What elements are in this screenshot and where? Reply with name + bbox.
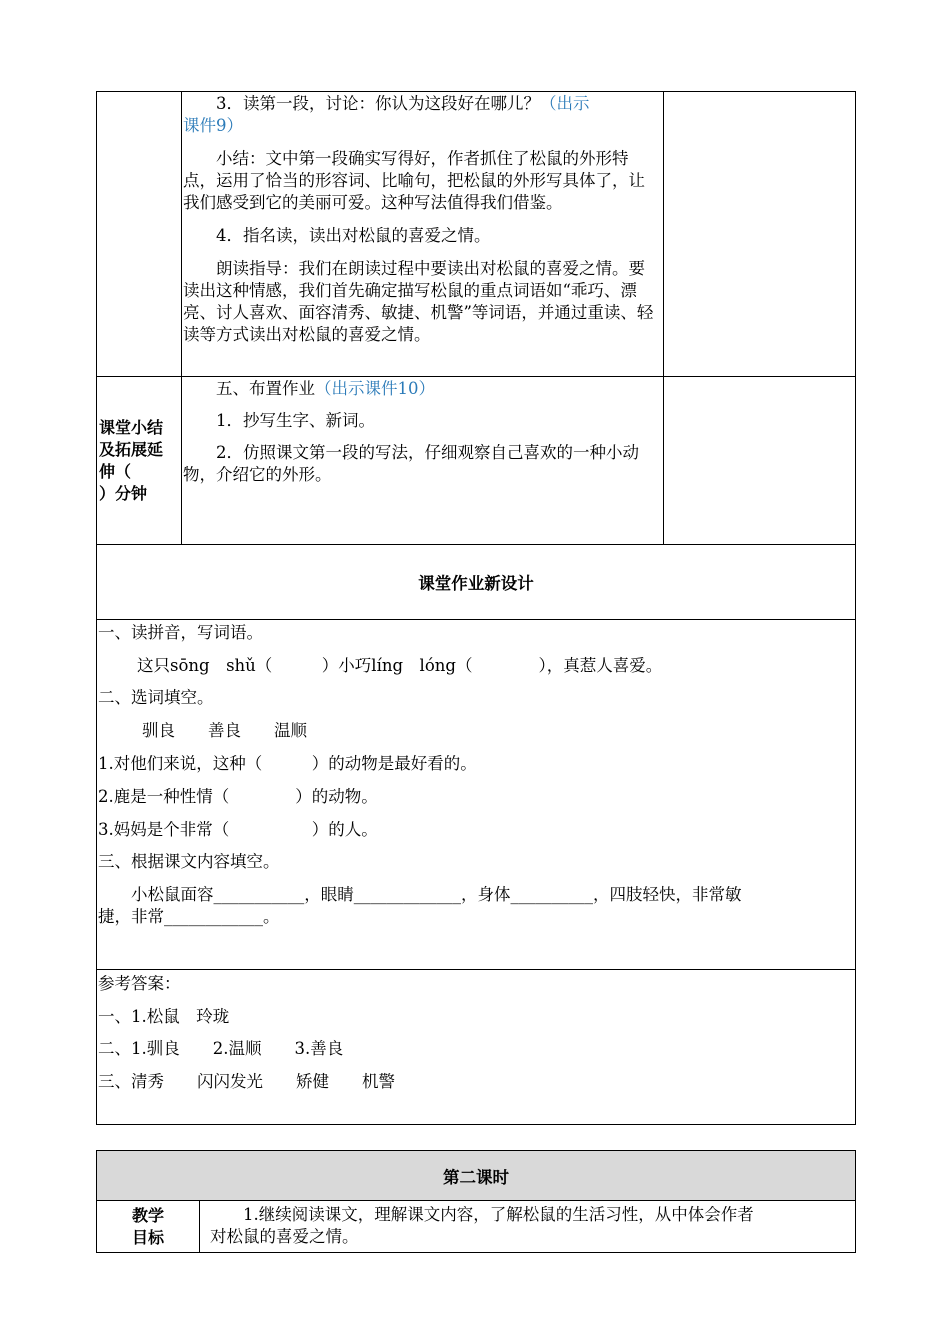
assignment-item-2: 2．仿照课文第一段的写法，仔细观察自己喜欢的一种小动物，介绍它的外形。 [183,443,639,484]
exercise-2-item-1: 1.对他们来说，这种（ ）的动物是最好看的。 [98,754,477,773]
teaching-goal-line-2: 对松鼠的喜爱之情。 [210,1227,359,1246]
notes-cell-1 [664,92,856,377]
teaching-goal-line-1: 1.继续阅读课文，理解课文内容，了解松鼠的生活习性，从中体会作者 [243,1205,754,1224]
homework-exercises-cell [97,620,856,970]
exercise-2-item-3: 3.妈妈是个非常（ ）的人。 [98,820,378,839]
label-cell-empty [97,92,182,377]
exercise-2-item-2: 2.鹿是一种性情（ ）的动物。 [98,787,378,806]
teaching-goal-row [97,1201,856,1253]
notes-cell-2 [664,377,856,545]
courseware-ref-9a: （出示 [540,94,590,113]
teaching-goal-content [200,1201,856,1253]
exercise-2-word-choices: 驯良 善良 温顺 [142,721,307,740]
homework-title-row [97,545,856,620]
answers-cell [97,970,856,1125]
second-lesson-title: 第二课时 [97,1151,856,1201]
reading-guide-paragraph: 朗读指导：我们在朗读过程中要读出对松鼠的喜爱之情。要读出这种情感，我们首先确定描写松鼠的重点词语如“乖巧、漂亮、讨人喜欢、面容清秀、敏捷、机警”等词语，并通过重读、轻读等方式读出对松鼠的喜爱之情。 [183,259,654,344]
homework-design-title: 课堂作业新设计 [97,545,856,620]
answer-2: 二、1.驯良 2.温顺 3.善良 [98,1039,344,1058]
lesson-plan-table [96,91,856,1125]
lesson-row-homework-assign [97,377,856,545]
content-cell-assignment [182,377,664,545]
step-3-paragraph: 3．读第一段，讨论：你认为这段好在哪儿？（出示 [216,94,590,113]
answers-row [97,970,856,1125]
assignment-heading: 五、布置作业（出示课件10） [216,379,435,398]
answers-heading: 参考答案： [98,974,181,993]
exercise-1-heading: 一、读拼音，写词语。 [98,623,263,642]
second-lesson-title-row [97,1151,856,1201]
summary-extension-label: 课堂小结 及拓展延 伸（ ）分钟 [97,377,182,545]
content-cell-reading [182,92,664,377]
answer-1: 一、1.松鼠 玲珑 [98,1007,230,1026]
lesson-row-reading [97,92,856,377]
courseware-ref-9b: 课件9） [183,116,243,135]
teaching-goal-label: 教学 目标 [97,1201,200,1253]
summary-paragraph: 小结：文中第一段确实写得好，作者抓住了松鼠的外形特点，运用了恰当的形容词、比喻句，把松鼠的外形写具体了，让我们感受到它的美丽可爱。这种写法值得我们借鉴。 [183,149,645,212]
second-lesson-table [96,1150,856,1253]
exercise-1-pinyin-line: 这只sōng shǔ（ ）小巧líng lóng（ ），真惹人喜爱。 [137,656,663,675]
exercise-2-heading: 二、选词填空。 [98,688,214,707]
courseware-ref-10: （出示课件10） [315,379,435,398]
exercise-3-fill-line-2: 捷，非常____________。 [98,907,280,926]
assignment-item-1: 1．抄写生字、新词。 [216,411,375,430]
exercise-3-heading: 三、根据课文内容填空。 [98,852,280,871]
answer-3: 三、清秀 闪闪发光 矫健 机警 [98,1072,395,1091]
exercise-3-fill-line-1: 小松鼠面容___________，眼睛_____________，身体__________，四肢轻快，非常敏 [131,885,742,904]
step-4-paragraph: 4．指名读，读出对松鼠的喜爱之情。 [216,226,491,245]
homework-exercises-row [97,620,856,970]
